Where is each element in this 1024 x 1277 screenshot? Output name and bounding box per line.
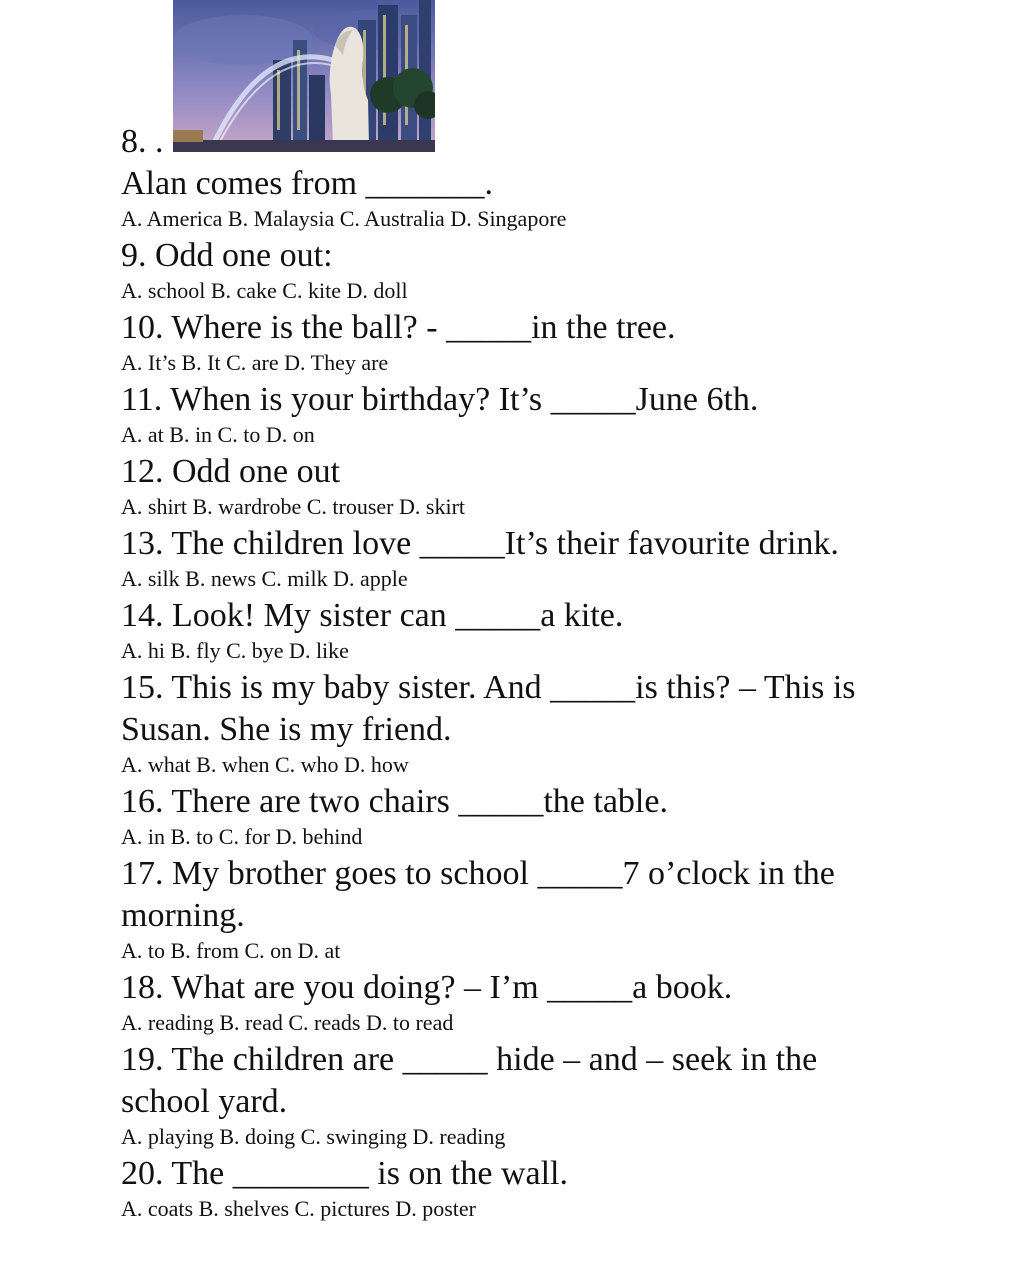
- question-9-text: 9. Odd one out:: [121, 237, 333, 274]
- question-12-options: A. shirt B. wardrobe C. trouser D. skirt: [121, 494, 466, 519]
- question-8-number: 8. .: [121, 123, 164, 160]
- question-20-text: 20. The ________ is on the wall.: [121, 1155, 568, 1192]
- question-16-text: 16. There are two chairs _____the table.: [121, 783, 668, 820]
- question-9-options: A. school B. cake C. kite D. doll: [121, 278, 408, 303]
- question-10-text: 10. Where is the ball? - _____in the tree.: [121, 309, 676, 346]
- question-19-options: A. playing B. doing C. swinging D. reading: [121, 1124, 506, 1149]
- question-12-text: 12. Odd one out: [121, 453, 341, 490]
- question-13-options: A. silk B. news C. milk D. apple: [121, 566, 408, 591]
- question-15-options: A. what B. when C. who D. how: [121, 752, 409, 777]
- question-8-text: Alan comes from _______.: [121, 165, 494, 202]
- question-17-text: 17. My brother goes to school _____7 o’clock in the morning.: [121, 855, 835, 934]
- question-11-text: 11. When is your birthday? It’s _____June 6th.: [121, 381, 759, 418]
- question-10-options: A. It’s B. It C. are D. They are: [121, 350, 389, 375]
- question-18-options: A. reading B. read C. reads D. to read: [121, 1010, 454, 1035]
- merlion-singapore-photo-icon: [173, 0, 435, 152]
- merlion-photo: [173, 0, 435, 152]
- question-8-options: A. America B. Malaysia C. Australia D. Singapore: [121, 206, 567, 231]
- question-16-options: A. in B. to C. for D. behind: [121, 824, 363, 849]
- question-11-options: A. at B. in C. to D. on: [121, 422, 315, 447]
- question-15-text: 15. This is my baby sister. And _____is this? – This is Susan. She is my friend.: [121, 669, 856, 748]
- question-20-options: A. coats B. shelves C. pictures D. poster: [121, 1196, 476, 1221]
- question-18-text: 18. What are you doing? – I’m _____a book.: [121, 969, 733, 1006]
- question-14-text: 14. Look! My sister can _____a kite.: [121, 597, 624, 634]
- question-19-text: 19. The children are _____ hide – and – seek in the school yard.: [121, 1041, 818, 1120]
- question-14-options: A. hi B. fly C. bye D. like: [121, 638, 349, 663]
- question-13-text: 13. The children love _____It’s their favourite drink.: [121, 525, 839, 562]
- question-17-options: A. to B. from C. on D. at: [121, 938, 341, 963]
